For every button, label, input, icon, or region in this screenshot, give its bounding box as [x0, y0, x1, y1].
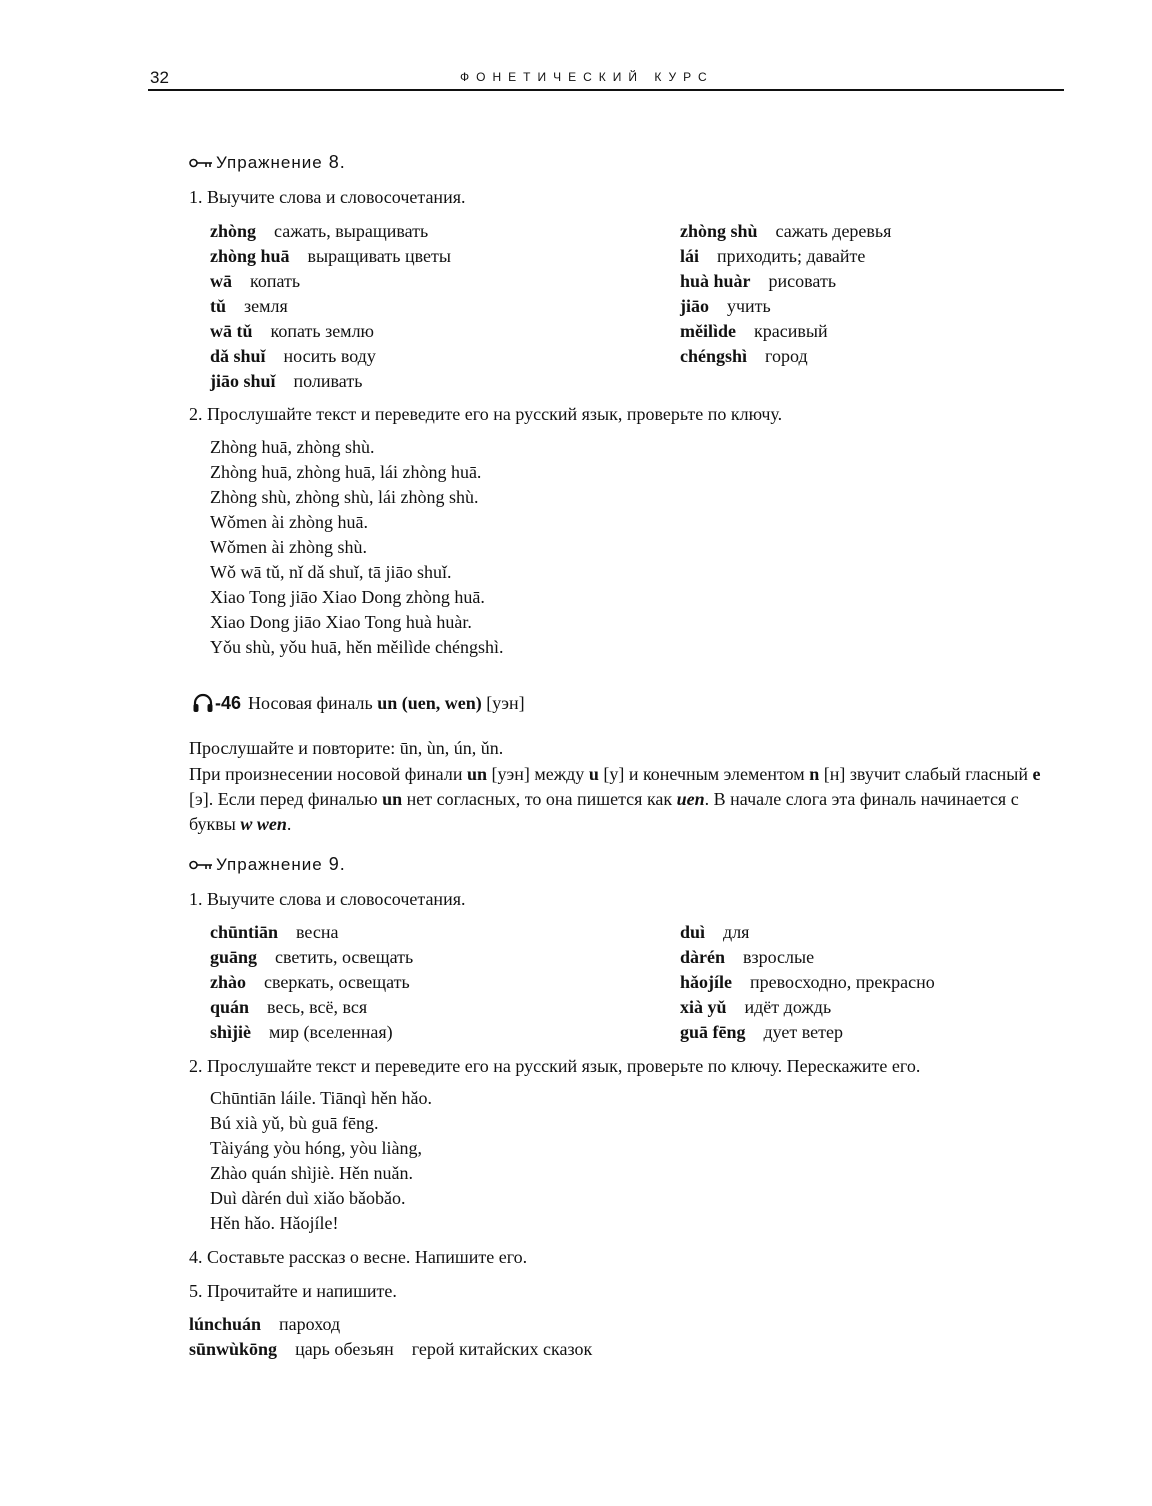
vocab-meaning: сажать деревья: [775, 221, 892, 241]
vocab-row: [680, 1021, 843, 1043]
vocab-meaning: царь обезьян: [295, 1339, 394, 1359]
vocab-word: dàrén: [680, 947, 725, 967]
para-uen: uen: [676, 789, 705, 809]
text-line: Zhòng huā, zhòng shù.: [210, 437, 375, 457]
vocab-meaning: взрослые: [743, 947, 815, 967]
vocab-meaning: приходить; давайте: [717, 246, 866, 266]
vocab-word: guā fēng: [680, 1022, 746, 1042]
vocab-meaning: идёт дождь: [744, 997, 832, 1017]
pronunciation-paragraph: [189, 762, 1065, 837]
vocab-word: xià yǔ: [680, 997, 727, 1017]
vocab-word: tǔ: [210, 296, 227, 316]
vocab-word: chūntiān: [210, 922, 279, 942]
vocab-meaning: для: [723, 922, 750, 942]
vocab-word: huà huàr: [680, 271, 751, 291]
vocab-row: [680, 220, 891, 242]
vocab-word: zhòng: [210, 221, 257, 241]
vocab-word: zhòng huā: [210, 246, 290, 266]
vocab-extra: герой китайских сказок: [411, 1339, 593, 1359]
vocab-word: měilìde: [680, 321, 736, 341]
key-icon: [189, 859, 213, 871]
listen-repeat-line: Прослушайте и повторите: ūn, ùn, ún, ǔn.: [189, 738, 504, 758]
para-text: [н] звучит слабый гласный: [819, 764, 1033, 784]
vocab-word: duì: [680, 922, 706, 942]
para-u: u: [588, 764, 599, 784]
vocab-row: [680, 996, 831, 1018]
vocab-word: lái: [680, 246, 700, 266]
vocab-meaning: выращивать цветы: [307, 246, 451, 266]
vocab-row: [210, 921, 338, 943]
vocab-meaning: земля: [244, 296, 288, 316]
exercise-8-task-2: 2. Прослушайте текст и переведите его на русский язык, проверьте по ключу.: [189, 404, 783, 424]
vocab-meaning: учить: [727, 296, 771, 316]
vocab-word: zhào: [210, 972, 246, 992]
vocab-meaning: пароход: [279, 1314, 341, 1334]
text-line: Wǒmen ài zhòng shù.: [210, 537, 367, 557]
text-line: Zhòng huā, zhòng huā, lái zhòng huā.: [210, 462, 482, 482]
exercise-label: Упражнение: [216, 854, 323, 874]
vocab-row: [210, 370, 362, 392]
vocab-row: [210, 946, 413, 968]
vocab-row: [189, 1313, 340, 1335]
vocab-row: [680, 345, 808, 367]
exercise-9-task-2: 2. Прослушайте текст и переведите его на русский язык, проверьте по ключу. Перескажите его.: [189, 1056, 921, 1076]
vocab-row: [189, 1338, 592, 1360]
vocab-meaning: сажать, выращивать: [274, 221, 429, 241]
para-un: un: [466, 764, 487, 784]
text-line: Zhòng shù, zhòng shù, lái zhòng shù.: [210, 487, 479, 507]
vocab-meaning: превосходно, прекрасно: [750, 972, 935, 992]
vocab-word: quán: [210, 997, 250, 1017]
vocab-meaning: красивый: [754, 321, 828, 341]
vocab-row: [680, 295, 771, 317]
para-text: . В начале слога эта финаль начинается с буквы: [189, 789, 1019, 834]
vocab-row: [210, 220, 428, 242]
text-line: Xiao Dong jiāo Xiao Tong huà huàr.: [210, 612, 472, 632]
vocab-meaning: носить воду: [283, 346, 376, 366]
vocab-row: [680, 921, 749, 943]
vocab-row: [680, 946, 814, 968]
vocab-meaning: сверкать, освещать: [264, 972, 410, 992]
header-rule: [148, 89, 1064, 91]
vocab-meaning: город: [765, 346, 808, 366]
vocab-row: [210, 996, 367, 1018]
exercise-9-task-4: 4. Составьте рассказ о весне. Напишите его.: [189, 1247, 528, 1267]
vocab-row: [210, 320, 374, 342]
text-line: Yǒu shù, yǒu huā, hěn měilìde chéngshì.: [210, 637, 504, 657]
vocab-row: [210, 270, 300, 292]
exercise-label: Упражнение: [216, 152, 323, 172]
section-title-finals: un (uen, wen): [377, 693, 482, 713]
vocab-meaning: рисовать: [768, 271, 837, 291]
para-text: .: [286, 814, 292, 834]
text-line: Wǒmen ài zhòng huā.: [210, 512, 368, 532]
vocab-row: [210, 971, 410, 993]
text-line: Zhào quán shìjiè. Hěn nuǎn.: [210, 1163, 413, 1183]
para-e: e: [1032, 764, 1041, 784]
vocab-row: [210, 345, 376, 367]
vocab-row: [680, 320, 828, 342]
para-un: un: [382, 789, 403, 809]
vocab-meaning: дует ветер: [763, 1022, 844, 1042]
para-n: n: [809, 764, 820, 784]
text-line: Hěn hǎo. Hǎojíle!: [210, 1213, 339, 1233]
section-title-prefix: Носовая финаль: [248, 693, 373, 713]
vocab-word: dǎ shuǐ: [210, 346, 266, 366]
para-w: w: [240, 814, 253, 834]
exercise-9-task-1: 1. Выучите слова и словосочетания.: [189, 889, 466, 909]
text-line: Xiao Tong jiāo Xiao Dong zhòng huā.: [210, 587, 485, 607]
vocab-row: [680, 245, 865, 267]
vocab-meaning: светить, освещать: [275, 947, 414, 967]
running-title: ФОНЕТИЧЕСКИЙ КУРС: [460, 70, 714, 84]
vocab-word: chéngshì: [680, 346, 748, 366]
vocab-word: jiāo shuǐ: [210, 371, 276, 391]
vocab-word: wā: [210, 271, 232, 291]
vocab-row: [210, 1021, 393, 1043]
text-line: Bú xià yǔ, bù guā fēng.: [210, 1113, 379, 1133]
vocab-meaning: копать: [250, 271, 301, 291]
para-text: При произнесении носовой финали: [189, 764, 467, 784]
vocab-word: sūnwùkōng: [189, 1339, 278, 1359]
exercise-number: 8.: [328, 152, 346, 172]
exercise-9-heading: [189, 854, 346, 875]
para-text: [у] и конечным элементом: [598, 764, 810, 784]
para-text: [уэн] между: [486, 764, 589, 784]
exercise-8-task-1: 1. Выучите слова и словосочетания.: [189, 187, 466, 207]
vocab-meaning: весь, всё, вся: [267, 997, 368, 1017]
para-wen: wen: [256, 814, 287, 834]
vocab-row: [210, 245, 451, 267]
audio-track-number: -46: [215, 693, 242, 713]
vocab-meaning: поливать: [293, 371, 363, 391]
vocab-row: [210, 295, 288, 317]
page-number: 32: [150, 68, 169, 87]
vocab-word: jiāo: [680, 296, 709, 316]
vocab-row: [680, 971, 935, 993]
exercise-9-task-5: 5. Прочитайте и напишите.: [189, 1281, 397, 1301]
key-icon: [189, 157, 213, 169]
vocab-meaning: копать землю: [270, 321, 374, 341]
para-text: нет согласных, то она пишется как: [402, 789, 677, 809]
exercise-8-heading: [189, 152, 346, 173]
text-line: Duì dàrén duì xiǎo bǎobǎo.: [210, 1188, 406, 1208]
text-line: Chūntiān láile. Tiānqì hěn hǎo.: [210, 1088, 432, 1108]
vocab-word: shìjiè: [210, 1022, 252, 1042]
vocab-row: [680, 270, 836, 292]
text-line: Wǒ wā tǔ, nǐ dǎ shuǐ, tā jiāo shuǐ.: [210, 562, 452, 582]
vocab-word: guāng: [210, 947, 258, 967]
vocab-word: lúnchuán: [189, 1314, 262, 1334]
vocab-meaning: мир (вселенная): [269, 1022, 393, 1042]
vocab-meaning: весна: [296, 922, 339, 942]
exercise-number: 9.: [328, 854, 346, 874]
vocab-word: zhòng shù: [680, 221, 758, 241]
text-line: Tàiyáng yòu hóng, yòu liàng,: [210, 1138, 422, 1158]
section-46-heading: [191, 690, 525, 716]
para-text: [э]. Если перед финалью: [189, 789, 383, 809]
vocab-word: hǎojíle: [680, 972, 732, 992]
headphones-icon: [191, 691, 215, 715]
vocab-word: wā tǔ: [210, 321, 253, 341]
section-title-transcription: [уэн]: [486, 693, 525, 713]
